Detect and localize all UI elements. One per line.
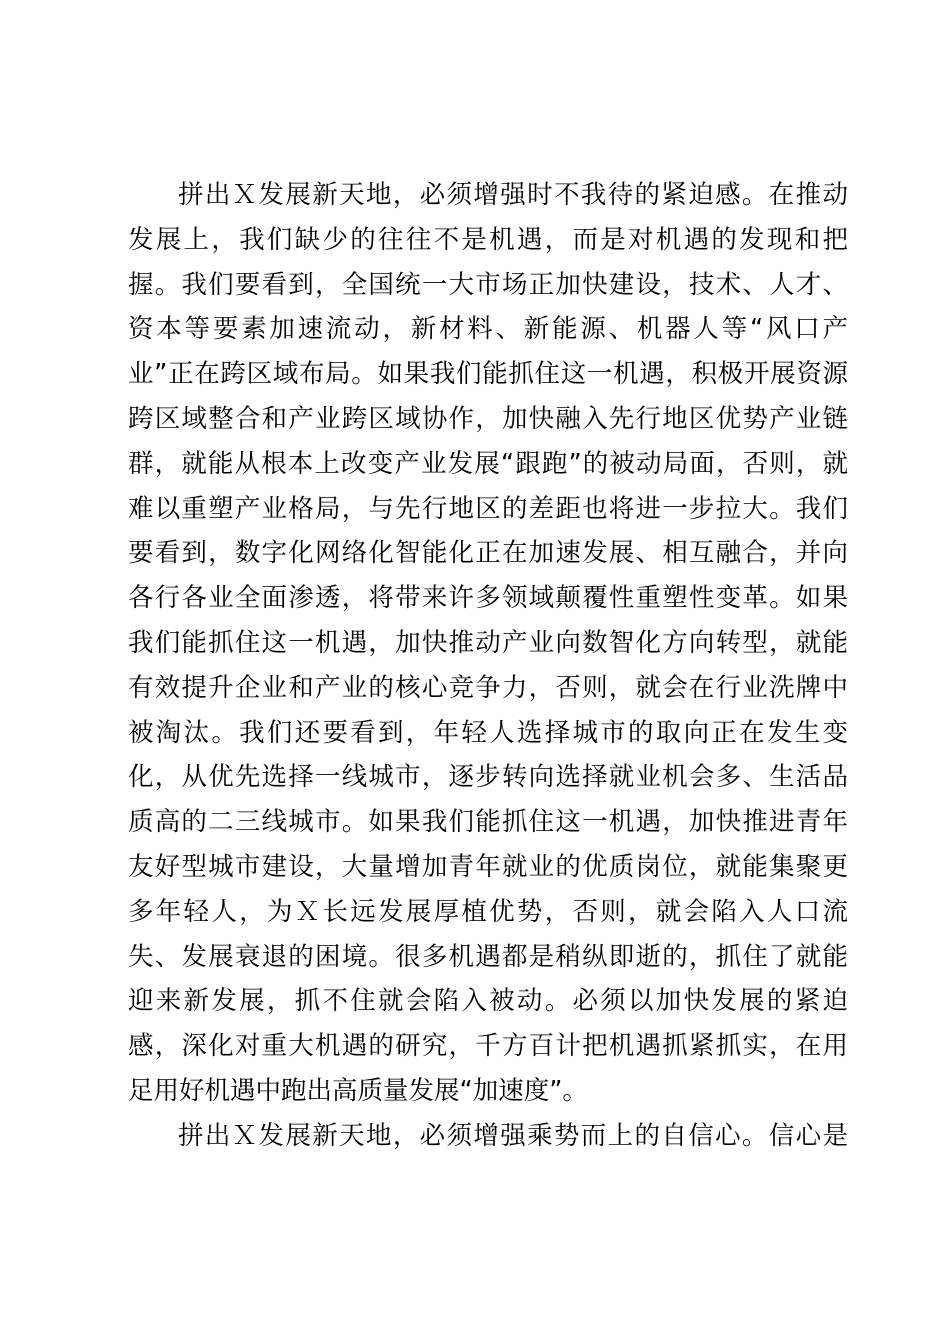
paragraph-1-line-17: 多年轻人，为Ｘ长远发展厚植优势，否则，就会陷入人口流 bbox=[128, 897, 848, 927]
paragraph-1-line-3: 握。我们要看到，全国统一大市场正加快建设，技术、人才、 bbox=[128, 270, 848, 300]
paragraph-1-line-7: 群，就能从根本上改变产业发展“跟跑”的被动局面，否则，就 bbox=[128, 449, 848, 479]
paragraph-1-line-21: 足用好机遇中跑出高质量发展“加速度”。 bbox=[128, 1076, 588, 1106]
paragraph-1-line-15: 质高的二三线城市。如果我们能抓住这一机遇，加快推进青年 bbox=[128, 807, 848, 837]
paragraph-1-line-12: 有效提升企业和产业的核心竞争力，否则，就会在行业洗牌中 bbox=[128, 673, 848, 703]
paragraph-1-line-16: 友好型城市建设，大量增加青年就业的优质岗位，就能集聚更 bbox=[128, 852, 848, 882]
paragraph-1-line-1: 拼出Ｘ发展新天地，必须增强时不我待的紧迫感。在推动 bbox=[178, 180, 848, 210]
paragraph-1-line-8: 难以重塑产业格局，与先行地区的差距也将进一步拉大。我们 bbox=[128, 494, 848, 524]
paragraph-1-line-9: 要看到，数字化网络化智能化正在加速发展、相互融合，并向 bbox=[128, 538, 848, 568]
paragraph-1-line-10: 各行各业全面渗透，将带来许多领域颠覆性重塑性变革。如果 bbox=[128, 583, 848, 613]
paragraph-1-line-6: 跨区域整合和产业跨区域协作，加快融入先行地区优势产业链 bbox=[128, 404, 848, 434]
paragraph-1-line-4: 资本等要素加速流动，新材料、新能源、机器人等“风口产 bbox=[128, 314, 848, 344]
paragraph-1-line-18: 失、发展衰退的困境。很多机遇都是稍纵即逝的，抓住了就能 bbox=[128, 942, 848, 972]
paragraph-1-line-14: 化，从优先选择一线城市，逐步转向选择就业机会多、生活品 bbox=[128, 762, 848, 792]
paragraph-1-line-5: 业”正在跨区域布局。如果我们能抓住这一机遇，积极开展资源 bbox=[128, 359, 848, 389]
paragraph-1-line-19: 迎来新发展，抓不住就会陷入被动。必须以加快发展的紧迫 bbox=[128, 986, 848, 1016]
paragraph-1-line-2: 发展上，我们缺少的往往不是机遇，而是对机遇的发现和把 bbox=[128, 225, 848, 255]
paragraph-1-line-11: 我们能抓住这一机遇，加快推动产业向数智化方向转型，就能 bbox=[128, 628, 848, 658]
paragraph-1-line-13: 被淘汰。我们还要看到，年轻人选择城市的取向正在发生变 bbox=[128, 718, 848, 748]
paragraph-1-line-20: 感，深化对重大机遇的研究，千方百计把机遇抓紧抓实，在用 bbox=[128, 1031, 848, 1061]
paragraph-2-line-1: 拼出Ｘ发展新天地，必须增强乘势而上的自信心。信心是 bbox=[178, 1121, 848, 1151]
